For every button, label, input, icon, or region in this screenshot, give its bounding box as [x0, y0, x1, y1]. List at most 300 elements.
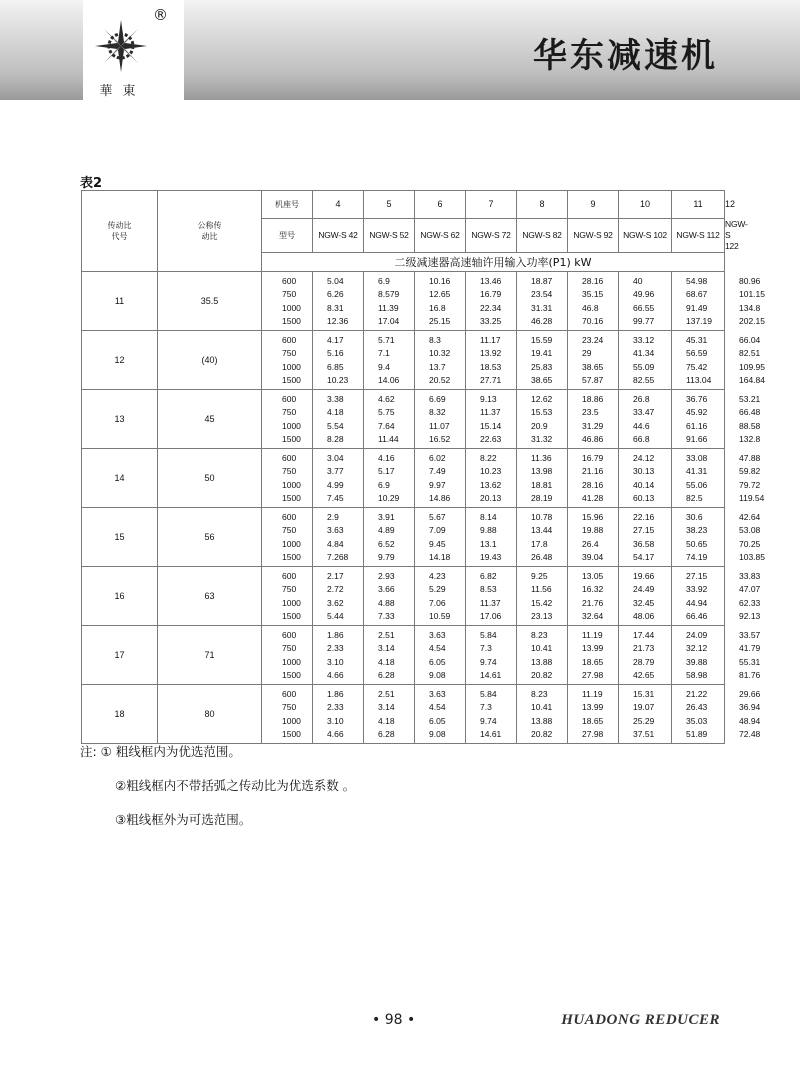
- power-value: 33.57: [739, 630, 761, 640]
- power-value: 55.06: [686, 479, 708, 490]
- power-value: 10.29: [378, 492, 400, 503]
- model-name: NGW-S 52: [364, 219, 415, 253]
- power-value: 5.84: [480, 689, 497, 699]
- power-value: 30.13: [633, 466, 655, 477]
- power-value: 16.8: [429, 302, 446, 313]
- company-logo: [83, 0, 184, 100]
- power-cell: [313, 390, 364, 449]
- power-value: 2.33: [327, 702, 344, 713]
- power-value: 21.73: [633, 643, 655, 654]
- power-cell: [672, 685, 725, 744]
- input-speed: 600: [282, 453, 297, 463]
- power-value: 12.65: [429, 289, 451, 300]
- input-speed: 600: [282, 335, 297, 345]
- note-1: 注: ① 粗线框内为优选范围。: [80, 744, 241, 759]
- nominal-ratio-label-2: 动比: [201, 232, 218, 241]
- power-value: 42.65: [633, 669, 655, 680]
- power-value: 13.1: [480, 538, 497, 549]
- power-value: 8.32: [429, 407, 446, 418]
- power-value: 38.23: [686, 525, 708, 536]
- power-cell: [619, 508, 672, 567]
- power-value: 13.88: [531, 656, 553, 667]
- model-name: NGW-S 72: [466, 219, 517, 253]
- power-value: 119.54: [739, 492, 765, 503]
- power-value: 7.64: [378, 420, 395, 431]
- power-value: 19.41: [531, 348, 553, 359]
- power-value: 24.49: [633, 584, 655, 595]
- power-value: 26.8: [633, 394, 650, 404]
- power-value: 6.28: [378, 669, 395, 680]
- model-name: NGW-S 62: [415, 219, 466, 253]
- power-value: 113.04: [686, 374, 712, 385]
- power-value: 36.94: [739, 702, 761, 713]
- power-cell: [313, 272, 364, 331]
- input-speed: 750: [282, 702, 297, 713]
- power-cell: [619, 567, 672, 626]
- power-value: 8.53: [480, 584, 497, 595]
- power-table: [81, 190, 765, 744]
- input-speed: 1000: [282, 538, 301, 549]
- table-title: 二级减速器高速轴许用输入功率(P1) kW: [262, 253, 725, 272]
- power-value: 70.25: [739, 538, 761, 549]
- power-cell: [364, 626, 415, 685]
- power-cell: [466, 508, 517, 567]
- input-speed: 1500: [282, 374, 301, 385]
- power-value: 31.31: [531, 302, 553, 313]
- power-value: 7.09: [429, 525, 446, 536]
- input-speed: 1500: [282, 728, 301, 739]
- power-value: 2.51: [378, 689, 395, 699]
- input-speed: 1000: [282, 302, 301, 313]
- power-value: 27.15: [633, 525, 655, 536]
- power-value: 134.8: [739, 302, 761, 313]
- power-value: 54.17: [633, 551, 655, 562]
- power-value: 26.48: [531, 551, 553, 562]
- power-value: 14.06: [378, 374, 400, 385]
- power-value: 19.66: [633, 571, 655, 581]
- frame-number: 5: [364, 191, 415, 219]
- power-value: 91.49: [686, 302, 708, 313]
- power-value: 41.28: [582, 492, 604, 503]
- model-name: NGW-S 112: [672, 219, 725, 253]
- power-cell: [672, 449, 725, 508]
- ratio-code: 14: [82, 449, 158, 508]
- power-value: 9.74: [480, 656, 497, 667]
- power-value: 59.82: [739, 466, 761, 477]
- power-value: 6.9: [378, 276, 390, 286]
- power-cell: [568, 508, 619, 567]
- power-value: 82.55: [633, 374, 655, 385]
- power-value: 9.74: [480, 715, 497, 726]
- power-value: 24.12: [633, 453, 655, 463]
- input-speed: 750: [282, 407, 297, 418]
- input-speed: 1000: [282, 656, 301, 667]
- power-value: 29: [582, 348, 592, 359]
- power-value: 4.18: [378, 656, 395, 667]
- power-value: 11.39: [378, 302, 399, 313]
- power-value: 32.45: [633, 597, 655, 608]
- power-value: 132.8: [739, 433, 761, 444]
- power-value: 3.66: [378, 584, 395, 595]
- power-value: 35.03: [686, 715, 708, 726]
- power-value: 26.4: [582, 538, 599, 549]
- table-row: [82, 390, 725, 449]
- power-value: 4.18: [378, 715, 395, 726]
- power-value: 6.82: [480, 571, 497, 581]
- header-nominal-ratio: [158, 191, 262, 272]
- power-value: 6.28: [378, 728, 395, 739]
- power-value: 3.10: [327, 715, 344, 726]
- power-value: 53.21: [739, 394, 761, 404]
- power-value: 41.34: [633, 348, 655, 359]
- power-cell: [619, 331, 672, 390]
- input-speed: 1000: [282, 597, 301, 608]
- power-value: 13.98: [531, 466, 553, 477]
- power-value: 4.18: [327, 407, 344, 418]
- nominal-ratio: (40): [158, 331, 262, 390]
- power-value: 5.17: [378, 466, 395, 477]
- power-value: 45.92: [686, 407, 708, 418]
- power-value: 12.62: [531, 394, 553, 404]
- power-value: 82.5: [686, 492, 703, 503]
- power-value: 48.06: [633, 610, 655, 621]
- power-value: 17.04: [378, 315, 400, 326]
- power-cell: [313, 508, 364, 567]
- power-value: 10.78: [531, 512, 553, 522]
- power-value: 33.92: [686, 584, 708, 595]
- power-value: 33.25: [480, 315, 502, 326]
- input-speed: 600: [282, 630, 297, 640]
- power-value: 61.16: [686, 420, 708, 431]
- power-value: 25.83: [531, 361, 553, 372]
- power-value: 27.98: [582, 669, 604, 680]
- power-value: 70.16: [582, 315, 604, 326]
- note-3: ③粗线框外为可选范围。: [115, 812, 252, 827]
- power-value: 44.94: [686, 597, 708, 608]
- power-value: 54.98: [686, 276, 708, 286]
- power-cell: [672, 331, 725, 390]
- header-ratio-code: [82, 191, 158, 272]
- table-row: [82, 626, 725, 685]
- power-value: 8.579: [378, 289, 400, 300]
- table-row: [82, 331, 725, 390]
- ratio-code-label: 传动比: [107, 221, 132, 230]
- power-value: 13.62: [480, 479, 502, 490]
- power-value: 44.6: [633, 420, 650, 431]
- input-speed: 1000: [282, 420, 301, 431]
- input-speed: 600: [282, 276, 297, 286]
- power-value: 13.7: [429, 361, 446, 372]
- power-value: 99.77: [633, 315, 655, 326]
- power-cell: [364, 331, 415, 390]
- power-cell: [672, 626, 725, 685]
- power-value: 4.17: [327, 335, 344, 345]
- input-speed: 600: [282, 512, 297, 522]
- power-value: 21.22: [686, 689, 708, 699]
- power-value: 5.16: [327, 348, 344, 359]
- power-value: 4.66: [327, 669, 344, 680]
- input-speed: 750: [282, 466, 297, 477]
- power-value: 8.31: [327, 302, 344, 313]
- power-value: 11.37: [480, 597, 501, 608]
- power-value: 12.36: [327, 315, 349, 326]
- power-value: 2.17: [327, 571, 344, 581]
- power-cell: [466, 331, 517, 390]
- gear-star-icon: [91, 16, 151, 76]
- input-speed-cell: [262, 626, 313, 685]
- power-value: 25.15: [429, 315, 451, 326]
- power-cell: [466, 626, 517, 685]
- power-value: 4.99: [327, 479, 344, 490]
- power-cell: [568, 626, 619, 685]
- power-value: 56.59: [686, 348, 708, 359]
- power-value: 103.85: [739, 551, 765, 562]
- power-value: 36.58: [633, 538, 655, 549]
- power-value: 45.31: [686, 335, 708, 345]
- table-label: 表2: [80, 176, 103, 191]
- power-value: 60.13: [633, 492, 655, 503]
- power-value: 27.15: [686, 571, 708, 581]
- input-speed: 1000: [282, 479, 301, 490]
- power-cell: [415, 272, 466, 331]
- power-value: 7.1: [378, 348, 390, 359]
- power-value: 22.63: [480, 433, 502, 444]
- power-value: 6.69: [429, 394, 446, 404]
- power-cell: [517, 331, 568, 390]
- brand-title: 华东减速机: [533, 36, 718, 76]
- input-speed-cell: [262, 449, 313, 508]
- input-speed-cell: [262, 567, 313, 626]
- nominal-ratio: 80: [158, 685, 262, 744]
- power-cell: [619, 272, 672, 331]
- power-value: 66.46: [686, 610, 708, 621]
- ratio-code-label-2: 代号: [111, 232, 128, 241]
- nominal-ratio: 45: [158, 390, 262, 449]
- power-value: 3.04: [327, 453, 344, 463]
- page-number: • 98 •: [372, 1012, 416, 1028]
- power-cell: [619, 390, 672, 449]
- power-cell: [568, 390, 619, 449]
- power-value: 8.28: [327, 433, 344, 444]
- input-speed: 750: [282, 289, 297, 300]
- power-value: 35.15: [582, 289, 604, 300]
- power-value: 28.79: [633, 656, 655, 667]
- power-value: 4.16: [378, 453, 395, 463]
- power-value: 15.59: [531, 335, 553, 345]
- power-value: 40: [633, 276, 643, 286]
- power-value: 18.87: [531, 276, 553, 286]
- power-value: 8.3: [429, 335, 441, 345]
- power-value: 66.55: [633, 302, 655, 313]
- power-value: 18.65: [582, 715, 604, 726]
- input-speed-cell: [262, 390, 313, 449]
- power-cell: [415, 331, 466, 390]
- power-value: 2.93: [378, 571, 395, 581]
- nominal-ratio-label: 公称传: [197, 221, 222, 230]
- power-value: 4.62: [378, 394, 395, 404]
- power-cell: [672, 272, 725, 331]
- power-value: 11.07: [429, 420, 450, 431]
- power-cell: [364, 449, 415, 508]
- input-speed: 750: [282, 348, 297, 359]
- power-value: 137.19: [686, 315, 712, 326]
- power-value: 68.67: [686, 289, 708, 300]
- input-speed: 1000: [282, 361, 301, 372]
- power-value: 10.32: [429, 348, 451, 359]
- frame-label: 机座号: [262, 191, 313, 219]
- power-cell: [466, 685, 517, 744]
- frame-number: 4: [313, 191, 364, 219]
- power-value: 32.12: [686, 643, 708, 654]
- power-value: 33.83: [739, 571, 761, 581]
- power-cell: [517, 449, 568, 508]
- power-value: 18.65: [582, 656, 604, 667]
- power-cell: [415, 626, 466, 685]
- power-cell: [568, 567, 619, 626]
- power-value: 58.98: [686, 669, 708, 680]
- power-value: 3.77: [327, 466, 344, 477]
- power-value: 5.67: [429, 512, 446, 522]
- power-value: 2.9: [327, 512, 339, 522]
- power-value: 28.16: [582, 479, 604, 490]
- power-value: 22.16: [633, 512, 655, 522]
- power-value: 42.64: [739, 512, 761, 522]
- ratio-code: 12: [82, 331, 158, 390]
- power-cell: [568, 449, 619, 508]
- power-value: 53.08: [739, 525, 761, 536]
- power-value: 13.05: [582, 571, 604, 581]
- ratio-code: 13: [82, 390, 158, 449]
- power-value: 55.09: [633, 361, 655, 372]
- power-value: 82.51: [739, 348, 761, 359]
- power-value: 7.268: [327, 551, 349, 562]
- power-cell: [568, 685, 619, 744]
- model-name: NGW-S 102: [619, 219, 672, 253]
- nominal-ratio: 56: [158, 508, 262, 567]
- power-value: 31.32: [531, 433, 553, 444]
- model-label: 型号: [262, 219, 313, 253]
- power-value: 14.18: [429, 551, 451, 562]
- power-value: 47.88: [739, 453, 761, 463]
- frame-number: 8: [517, 191, 568, 219]
- power-value: 8.23: [531, 689, 548, 699]
- power-cell: [415, 508, 466, 567]
- input-speed-cell: [262, 272, 313, 331]
- input-speed-cell: [262, 331, 313, 390]
- power-value: 32.64: [582, 610, 604, 621]
- power-cell: [517, 626, 568, 685]
- input-speed-cell: [262, 508, 313, 567]
- power-cell: [568, 272, 619, 331]
- power-value: 4.89: [378, 525, 395, 536]
- power-cell: [313, 331, 364, 390]
- power-value: 7.3: [480, 702, 492, 713]
- power-value: 39.88: [686, 656, 708, 667]
- power-value: 20.9: [531, 420, 548, 431]
- power-cell: [364, 685, 415, 744]
- table-row: [82, 272, 725, 331]
- power-value: 3.91: [378, 512, 395, 522]
- ratio-code: 18: [82, 685, 158, 744]
- power-value: 1.86: [327, 689, 344, 699]
- power-value: 10.23: [480, 466, 502, 477]
- ratio-code: 17: [82, 626, 158, 685]
- power-value: 9.13: [480, 394, 497, 404]
- power-value: 16.32: [582, 584, 604, 595]
- power-value: 202.15: [739, 315, 765, 326]
- power-value: 13.46: [480, 276, 502, 286]
- power-value: 6.52: [378, 538, 395, 549]
- power-value: 20.13: [480, 492, 502, 503]
- power-value: 6.85: [327, 361, 344, 372]
- table-row: [82, 685, 725, 744]
- power-value: 46.86: [582, 433, 604, 444]
- power-value: 7.06: [429, 597, 446, 608]
- power-cell: [466, 567, 517, 626]
- table-row: [82, 508, 725, 567]
- power-cell: [517, 390, 568, 449]
- input-speed: 1500: [282, 610, 301, 621]
- power-value: 17.8: [531, 538, 548, 549]
- power-value: 9.4: [378, 361, 390, 372]
- power-value: 51.89: [686, 728, 708, 739]
- power-cell: [364, 272, 415, 331]
- power-value: 4.54: [429, 702, 446, 713]
- power-value: 10.23: [327, 374, 349, 385]
- power-cell: [415, 567, 466, 626]
- power-value: 21.16: [582, 466, 604, 477]
- power-value: 11.36: [531, 453, 552, 463]
- power-value: 4.88: [378, 597, 395, 608]
- power-value: 13.92: [480, 348, 502, 359]
- input-speed: 750: [282, 643, 297, 654]
- power-cell: [313, 567, 364, 626]
- power-value: 4.54: [429, 643, 446, 654]
- power-value: 24.09: [686, 630, 708, 640]
- input-speed: 600: [282, 689, 297, 699]
- power-value: 8.23: [531, 630, 548, 640]
- power-value: 8.14: [480, 512, 497, 522]
- power-value: 88.58: [739, 420, 761, 431]
- input-speed: 1500: [282, 433, 301, 444]
- power-value: 41.31: [686, 466, 708, 477]
- power-value: 3.14: [378, 643, 395, 654]
- power-value: 109.95: [739, 361, 765, 372]
- power-cell: [466, 449, 517, 508]
- nominal-ratio: 71: [158, 626, 262, 685]
- power-value: 4.23: [429, 571, 446, 581]
- power-value: 23.5: [582, 407, 599, 418]
- power-value: 15.53: [531, 407, 553, 418]
- ratio-code: 11: [82, 272, 158, 331]
- power-value: 66.8: [633, 433, 650, 444]
- power-value: 55.31: [739, 656, 761, 667]
- power-cell: [313, 626, 364, 685]
- power-value: 80.96: [739, 276, 761, 286]
- power-value: 11.37: [480, 407, 501, 418]
- power-value: 10.41: [531, 702, 553, 713]
- power-value: 18.86: [582, 394, 604, 404]
- power-value: 9.88: [480, 525, 497, 536]
- power-value: 3.63: [429, 630, 446, 640]
- power-value: 3.63: [327, 525, 344, 536]
- power-value: 62.33: [739, 597, 761, 608]
- power-value: 19.88: [582, 525, 604, 536]
- power-value: 27.71: [480, 374, 502, 385]
- power-value: 14.86: [429, 492, 451, 503]
- power-value: 21.76: [582, 597, 604, 608]
- power-value: 11.19: [582, 630, 603, 640]
